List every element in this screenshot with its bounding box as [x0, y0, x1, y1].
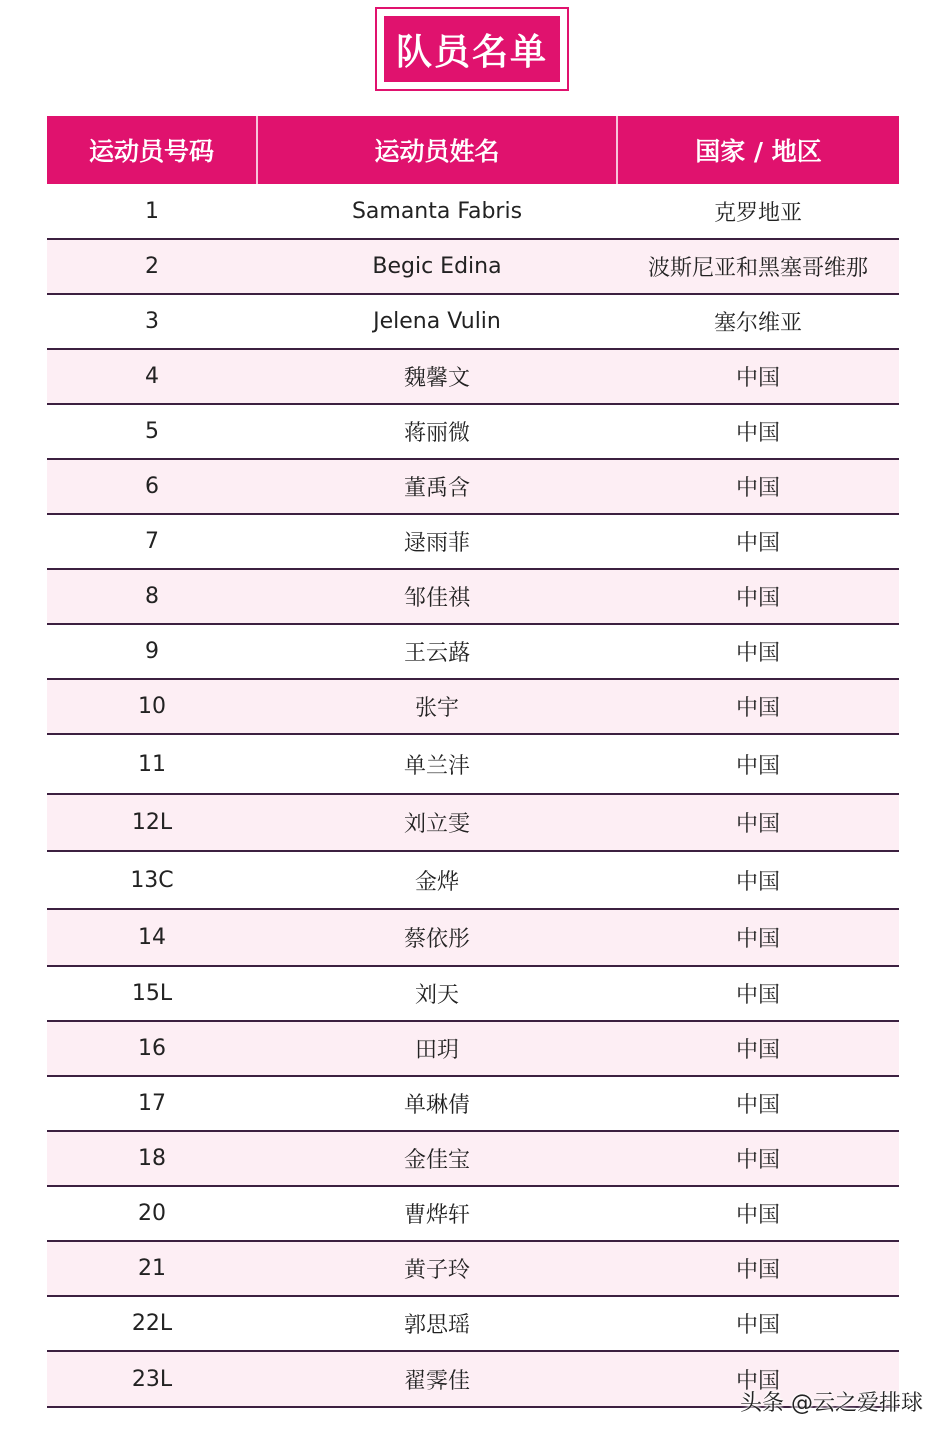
roster-body	[47, 184, 899, 1407]
cell-name: 刘天	[257, 966, 617, 1021]
source-watermark: 头条 @云之爱排球	[740, 1391, 923, 1416]
cell-number: 17	[47, 1076, 257, 1131]
table-row	[47, 966, 899, 1021]
cell-country: 中国	[617, 624, 899, 679]
cell-name: 单兰沣	[257, 734, 617, 794]
cell-number: 9	[47, 624, 257, 679]
header-country: 国家 / 地区	[617, 116, 899, 184]
cell-name: 翟霁佳	[257, 1351, 617, 1407]
table-row	[47, 404, 899, 459]
cell-name: Begic Edina	[257, 239, 617, 294]
cell-name: 邹佳祺	[257, 569, 617, 624]
cell-number: 8	[47, 569, 257, 624]
table-row	[47, 624, 899, 679]
cell-country: 克罗地亚	[617, 184, 899, 239]
table-row	[47, 909, 899, 966]
cell-name: 张宇	[257, 679, 617, 734]
cell-number: 20	[47, 1186, 257, 1241]
cell-country: 中国	[617, 909, 899, 966]
title-box	[375, 7, 569, 91]
cell-name: 魏馨文	[257, 349, 617, 404]
cell-name: 蒋丽微	[257, 404, 617, 459]
table-row	[47, 734, 899, 794]
cell-name: 刘立雯	[257, 794, 617, 851]
cell-number: 12L	[47, 794, 257, 851]
table-row	[47, 679, 899, 734]
cell-country: 中国	[617, 794, 899, 851]
cell-country: 塞尔维亚	[617, 294, 899, 349]
table-row	[47, 514, 899, 569]
cell-country: 中国	[617, 1076, 899, 1131]
cell-name: 单琳倩	[257, 1076, 617, 1131]
cell-name: 逯雨菲	[257, 514, 617, 569]
cell-country: 波斯尼亚和黑塞哥维那	[617, 239, 899, 294]
table-row	[47, 1021, 899, 1076]
cell-country: 中国	[617, 679, 899, 734]
header-name: 运动员姓名	[257, 116, 617, 184]
cell-number: 10	[47, 679, 257, 734]
table-row	[47, 349, 899, 404]
cell-name: 王云蕗	[257, 624, 617, 679]
table-row	[47, 1241, 899, 1296]
cell-country: 中国	[617, 966, 899, 1021]
cell-number: 3	[47, 294, 257, 349]
cell-number: 22L	[47, 1296, 257, 1351]
cell-name: 郭思瑶	[257, 1296, 617, 1351]
table-row	[47, 794, 899, 851]
table-row	[47, 459, 899, 514]
cell-number: 4	[47, 349, 257, 404]
cell-number: 11	[47, 734, 257, 794]
cell-name: 蔡依彤	[257, 909, 617, 966]
cell-number: 1	[47, 184, 257, 239]
cell-name: 董禹含	[257, 459, 617, 514]
cell-country: 中国	[617, 734, 899, 794]
cell-country: 中国	[617, 349, 899, 404]
cell-name: 金烨	[257, 851, 617, 909]
table-row	[47, 239, 899, 294]
cell-name: 曹烨轩	[257, 1186, 617, 1241]
cell-country: 中国	[617, 404, 899, 459]
table-row	[47, 1076, 899, 1131]
cell-number: 6	[47, 459, 257, 514]
cell-country: 中国	[617, 851, 899, 909]
cell-number: 18	[47, 1131, 257, 1186]
cell-country: 中国	[617, 1351, 899, 1407]
page-title: 队员名单	[384, 16, 560, 82]
cell-name: 田玥	[257, 1021, 617, 1076]
cell-number: 7	[47, 514, 257, 569]
cell-country: 中国	[617, 1241, 899, 1296]
table-row	[47, 851, 899, 909]
cell-name: Samanta Fabris	[257, 184, 617, 239]
cell-country: 中国	[617, 569, 899, 624]
cell-number: 16	[47, 1021, 257, 1076]
cell-country: 中国	[617, 1186, 899, 1241]
table-row	[47, 569, 899, 624]
cell-number: 21	[47, 1241, 257, 1296]
cell-number: 13C	[47, 851, 257, 909]
cell-number: 15L	[47, 966, 257, 1021]
table-row	[47, 1186, 899, 1241]
table-row	[47, 294, 899, 349]
table-row	[47, 1296, 899, 1351]
cell-number: 2	[47, 239, 257, 294]
cell-country: 中国	[617, 514, 899, 569]
table-row	[47, 1131, 899, 1186]
cell-country: 中国	[617, 1131, 899, 1186]
cell-name: 黄子玲	[257, 1241, 617, 1296]
table-row	[47, 184, 899, 239]
cell-number: 5	[47, 404, 257, 459]
table-header-row	[47, 116, 899, 184]
cell-country: 中国	[617, 459, 899, 514]
cell-number: 14	[47, 909, 257, 966]
cell-country: 中国	[617, 1021, 899, 1076]
cell-name: Jelena Vulin	[257, 294, 617, 349]
header-number: 运动员号码	[47, 116, 257, 184]
cell-number: 23L	[47, 1351, 257, 1407]
cell-name: 金佳宝	[257, 1131, 617, 1186]
roster-table	[47, 116, 899, 1408]
cell-country: 中国	[617, 1296, 899, 1351]
